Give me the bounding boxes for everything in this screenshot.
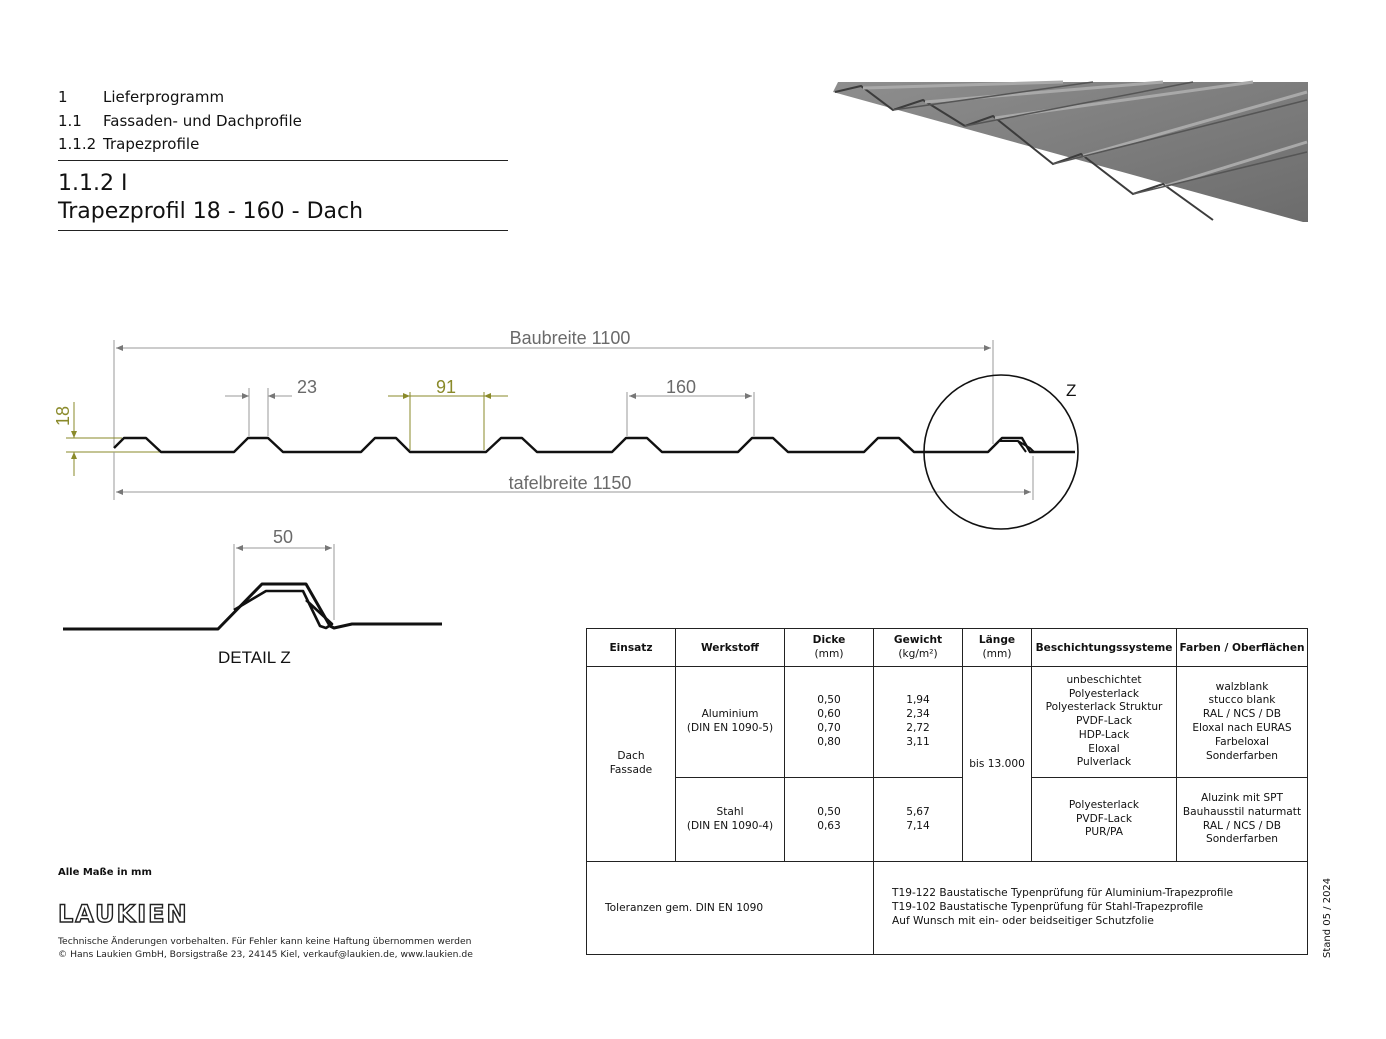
spec-table [586,628,1308,955]
title-code: 1.1.2 I [58,171,128,196]
product-image [833,80,1309,224]
tafelbreite-label: tafelbreite 1150 [508,473,632,493]
units-note: Alle Maße in mm [58,867,152,878]
notes-cell: T19-122 Baustatische Typenprüfung für Aluminium-Trapezprofile T19-102 Baustatische Typenprüfung für Stahl-Trapezprofile Auf Wunsch mit ein- oder beidseitiger Schutzfolie [874,862,1308,955]
toc-text: Lieferprogramm [103,88,225,106]
werkstoff-cell: Aluminium (DIN EN 1090-5) [676,667,785,778]
dim-18-label: 18 [53,405,73,427]
col-farben: Farben / Oberflächen [1177,629,1308,667]
dimension-91 [388,377,508,450]
toc-text: Fassaden- und Dachprofile [103,111,302,130]
farben-cell: Aluzink mit SPT Bauhausstil naturmatt RAL / NCS / DB Sonderfarben [1177,778,1308,862]
toc-number: 1.1.2 [58,135,97,153]
dicke-cell: 0,50 0,63 [785,778,874,862]
col-beschichtung: Beschichtungssysteme [1032,629,1177,667]
stand-date: Stand 05 / 2024 [1322,877,1333,958]
dimension-23 [225,377,317,436]
divider [58,160,508,161]
detail-z-drawing [63,527,442,629]
toc-row [58,86,302,110]
beschichtung-cell: Polyesterlack PVDF-Lack PUR/PA [1032,778,1177,862]
breadcrumb-toc [58,86,302,157]
title-name: Trapezprofil 18 - 160 - Dach [58,199,364,224]
detail-dim-label: 50 [272,527,294,547]
detail-label: DETAIL Z [218,648,291,667]
footer-text [58,936,473,961]
laukien-logo: LAUKIEN [58,900,189,928]
toc-text: Trapezprofile [103,135,200,153]
profile-drawing [0,300,1386,680]
col-werkstoff: Werkstoff [676,629,785,667]
dim-91-label: 91 [435,377,457,397]
col-einsatz: Einsatz [587,629,676,667]
dimension-baubreite [114,328,993,448]
einsatz-cell: Dach Fassade [587,667,676,862]
beschichtung-cell: unbeschichtet Polyesterlack Polyesterlack Struktur PVDF-Lack HDP-Lack Eloxal Pulverlack [1032,667,1177,778]
footer-address: © Hans Laukien GmbH, Borsigstraße 23, 24145 Kiel, verkauf@laukien.de, www.laukien.de [58,948,473,960]
gewicht-cell: 5,67 7,14 [874,778,963,862]
toleranzen-cell: Toleranzen gem. DIN EN 1090 [587,862,874,955]
dim-23-label: 23 [296,377,318,397]
dicke-cell: 0,50 0,60 0,70 0,80 [785,667,874,778]
col-laenge: Länge (mm) [963,629,1032,667]
table-row [587,778,1308,862]
dimension-160 [627,377,754,436]
col-gewicht: Gewicht (kg/m²) [874,629,963,667]
gewicht-cell: 1,94 2,34 2,72 3,11 [874,667,963,778]
col-dicke: Dicke (mm) [785,629,874,667]
laenge-cell: bis 13.000 [963,667,1032,862]
toc-row [58,110,302,134]
table-row [587,667,1308,778]
table-header-row [587,629,1308,667]
farben-cell: walzblank stucco blank RAL / NCS / DB Eloxal nach EURAS Farbeloxal Sonderfarben [1177,667,1308,778]
dim-160-label: 160 [665,377,697,397]
toc-number: 1 [58,88,68,106]
table-footer-row [587,862,1308,955]
trapezoid-profile-line [114,438,1075,452]
divider [58,230,508,231]
baubreite-label: Baubreite 1100 [509,328,631,348]
detail-marker-label: Z [1066,381,1077,400]
page-title [58,170,363,226]
werkstoff-cell: Stahl (DIN EN 1090-4) [676,778,785,862]
toc-row [58,133,302,157]
dimension-tafelbreite [114,452,1033,500]
footer-disclaimer: Technische Änderungen vorbehalten. Für Fehler kann keine Haftung übernommen werden [58,936,472,947]
toc-number: 1.1 [58,111,82,130]
